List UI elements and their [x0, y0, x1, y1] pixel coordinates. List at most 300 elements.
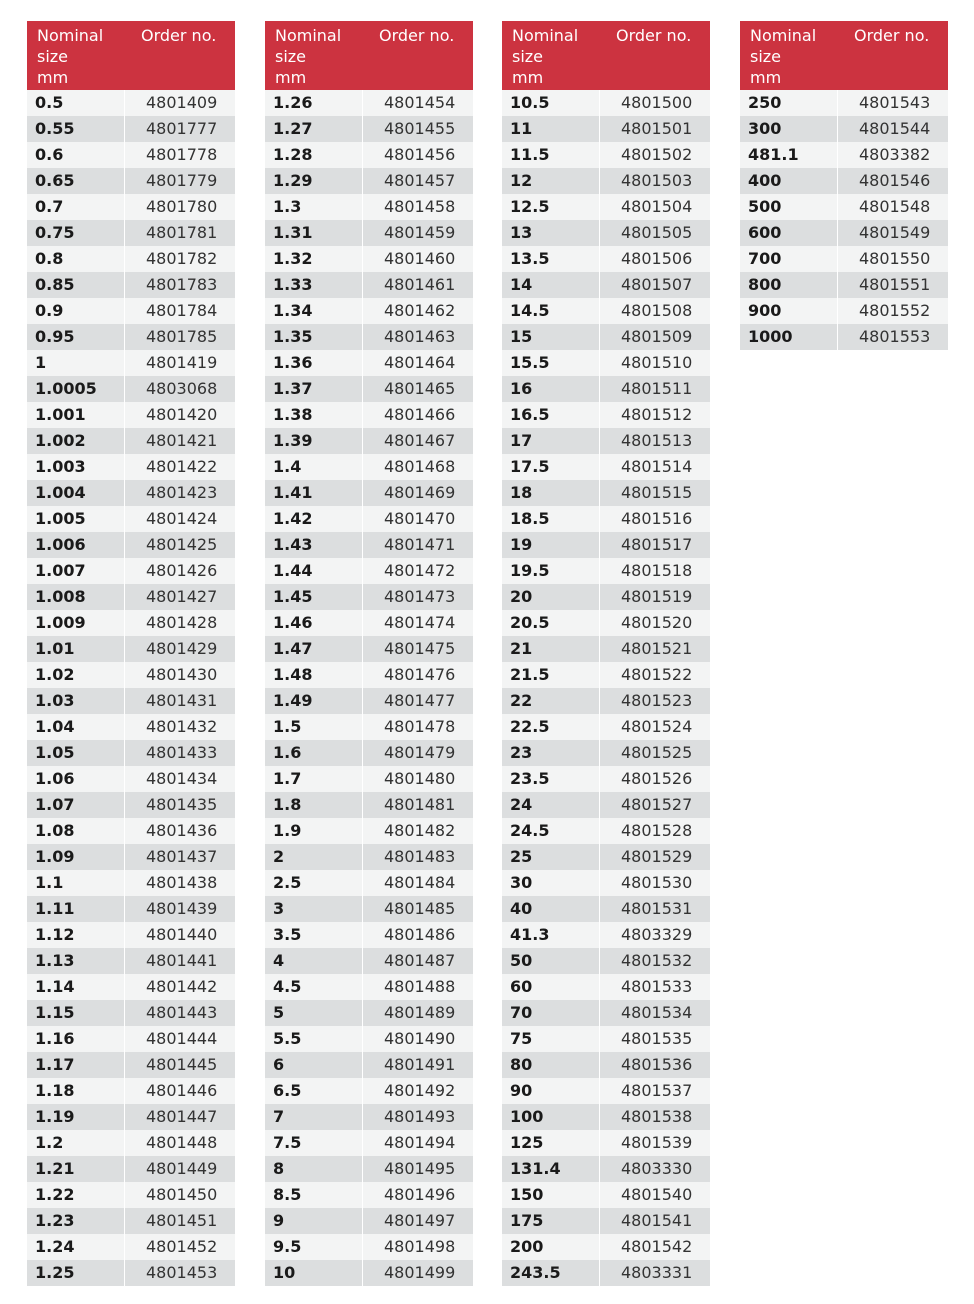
nominal-size-cell: 0.65	[27, 168, 125, 194]
table-row	[265, 142, 473, 168]
order-no-cell: 4801434	[146, 769, 218, 788]
nominal-size-cell: 700	[740, 246, 838, 272]
nominal-size-cell: 1.6	[265, 740, 363, 766]
order-no-cell: 4801482	[384, 821, 456, 840]
nominal-size-cell: 19.5	[502, 558, 600, 584]
nominal-size-cell: 13	[502, 220, 600, 246]
table-header	[502, 21, 710, 90]
nominal-size-cell: 1.31	[265, 220, 363, 246]
nominal-size-cell: 500	[740, 194, 838, 220]
order-no-cell: 4801528	[621, 821, 693, 840]
nominal-size-cell: 1.12	[27, 922, 125, 948]
order-no-cell: 4801447	[146, 1107, 218, 1126]
table-row	[27, 792, 235, 818]
order-no-cell: 4801428	[146, 613, 218, 632]
order-no-cell: 4801503	[621, 171, 693, 190]
nominal-size-cell: 1.001	[27, 402, 125, 428]
table-row	[502, 324, 710, 350]
nominal-size-cell: 1.005	[27, 506, 125, 532]
nominal-size-cell: 300	[740, 116, 838, 142]
table-row	[27, 116, 235, 142]
nominal-size-cell: 10.5	[502, 90, 600, 116]
nominal-size-cell: 0.85	[27, 272, 125, 298]
order-no-cell: 4801784	[146, 301, 218, 320]
table-row	[265, 194, 473, 220]
nominal-size-cell: 1.003	[27, 454, 125, 480]
table-row	[27, 90, 235, 116]
nominal-size-cell: 1.006	[27, 532, 125, 558]
order-no-cell: 4801782	[146, 249, 218, 268]
nominal-size-cell: 0.95	[27, 324, 125, 350]
table-row	[27, 922, 235, 948]
nominal-size-cell: 600	[740, 220, 838, 246]
table-row	[27, 480, 235, 506]
table-body	[502, 90, 710, 1286]
table-row	[27, 1130, 235, 1156]
order-no-cell: 4801441	[146, 951, 218, 970]
nominal-size-cell: 1.48	[265, 662, 363, 688]
table-row	[502, 350, 710, 376]
nominal-size-cell: 1.09	[27, 844, 125, 870]
order-no-cell: 4801457	[384, 171, 456, 190]
order-no-cell: 4801539	[621, 1133, 693, 1152]
nominal-size-cell: 25	[502, 844, 600, 870]
order-no-cell: 4801450	[146, 1185, 218, 1204]
table-row	[502, 220, 710, 246]
order-no-cell: 4801458	[384, 197, 456, 216]
table-row	[265, 402, 473, 428]
table-row	[265, 272, 473, 298]
nominal-size-cell: 20.5	[502, 610, 600, 636]
order-no-header: Order no.	[379, 26, 455, 45]
nominal-size-cell: 3	[265, 896, 363, 922]
nominal-size-cell: 1.47	[265, 636, 363, 662]
table-row	[27, 1208, 235, 1234]
order-no-cell: 4801446	[146, 1081, 218, 1100]
order-no-cell: 4801508	[621, 301, 693, 320]
order-no-cell: 4801481	[384, 795, 456, 814]
table-row	[502, 194, 710, 220]
table-row	[502, 298, 710, 324]
order-no-cell: 4801548	[859, 197, 931, 216]
table-row	[502, 402, 710, 428]
order-no-cell: 4801432	[146, 717, 218, 736]
table-row	[27, 558, 235, 584]
table-row	[27, 740, 235, 766]
order-no-cell: 4801485	[384, 899, 456, 918]
table-row	[740, 90, 948, 116]
nominal-size-cell: 1.5	[265, 714, 363, 740]
order-no-cell: 4801431	[146, 691, 218, 710]
table-row	[502, 584, 710, 610]
table-row	[265, 116, 473, 142]
table-row	[27, 818, 235, 844]
nominal-size-cell: 1.36	[265, 350, 363, 376]
order-no-cell: 4801436	[146, 821, 218, 840]
table-row	[502, 376, 710, 402]
nominal-size-cell: 1.41	[265, 480, 363, 506]
table-row	[502, 506, 710, 532]
nominal-size-cell: 22.5	[502, 714, 600, 740]
table-row	[502, 870, 710, 896]
table-row	[27, 584, 235, 610]
order-no-cell: 4801420	[146, 405, 218, 424]
order-no-cell: 4801550	[859, 249, 931, 268]
nominal-size-cell: 16.5	[502, 402, 600, 428]
order-no-cell: 4803331	[621, 1263, 693, 1282]
order-no-cell: 4801516	[621, 509, 693, 528]
table-row	[27, 1000, 235, 1026]
order-no-cell: 4801486	[384, 925, 456, 944]
nominal-size-cell: 243.5	[502, 1260, 600, 1286]
nominal-size-cell: 18	[502, 480, 600, 506]
nominal-size-cell: 17	[502, 428, 600, 454]
order-no-cell: 4801527	[621, 795, 693, 814]
nominal-size-cell: 100	[502, 1104, 600, 1130]
table-row	[502, 532, 710, 558]
order-no-header: Order no.	[854, 26, 930, 45]
table-row	[265, 870, 473, 896]
table-row	[265, 220, 473, 246]
nominal-size-cell: 1.16	[27, 1026, 125, 1052]
order-no-cell: 4801462	[384, 301, 456, 320]
nominal-size-cell: 1.26	[265, 90, 363, 116]
order-no-cell: 4801541	[621, 1211, 693, 1230]
table-row	[27, 532, 235, 558]
nominal-size-cell: 7.5	[265, 1130, 363, 1156]
order-no-cell: 4801429	[146, 639, 218, 658]
table-row	[502, 1234, 710, 1260]
order-no-cell: 4801494	[384, 1133, 456, 1152]
order-no-cell: 4801525	[621, 743, 693, 762]
nominal-size-cell: 1.22	[27, 1182, 125, 1208]
nominal-size-cell: 75	[502, 1026, 600, 1052]
table-row	[502, 1208, 710, 1234]
table-row	[265, 350, 473, 376]
order-no-cell: 4801470	[384, 509, 456, 528]
order-no-cell: 4801454	[384, 93, 456, 112]
table-row	[27, 324, 235, 350]
order-no-cell: 4801488	[384, 977, 456, 996]
nominal-size-cell: 1.008	[27, 584, 125, 610]
order-no-cell: 4801517	[621, 535, 693, 554]
table-row	[265, 90, 473, 116]
nominal-size-cell: 17.5	[502, 454, 600, 480]
table-row	[502, 116, 710, 142]
order-no-cell: 4801546	[859, 171, 931, 190]
order-no-cell: 4801509	[621, 327, 693, 346]
nominal-size-cell: 15	[502, 324, 600, 350]
order-no-cell: 4801472	[384, 561, 456, 580]
nominal-size-cell: 0.75	[27, 220, 125, 246]
table-row	[265, 662, 473, 688]
nominal-size-cell: 400	[740, 168, 838, 194]
nominal-size-cell: 1.06	[27, 766, 125, 792]
order-no-cell: 4801542	[621, 1237, 693, 1256]
order-no-cell: 4801475	[384, 639, 456, 658]
table-row	[27, 1078, 235, 1104]
table-row	[27, 402, 235, 428]
order-no-cell: 4801474	[384, 613, 456, 632]
order-no-cell: 4801421	[146, 431, 218, 450]
order-no-cell: 4801551	[859, 275, 931, 294]
nominal-size-header: Nominal size mm	[37, 26, 104, 87]
order-no-cell: 4801529	[621, 847, 693, 866]
table-row	[740, 324, 948, 350]
table-row	[265, 766, 473, 792]
order-no-cell: 4801536	[621, 1055, 693, 1074]
table-row	[27, 194, 235, 220]
nominal-size-cell: 1.002	[27, 428, 125, 454]
order-no-cell: 4801491	[384, 1055, 456, 1074]
nominal-size-cell: 1.24	[27, 1234, 125, 1260]
order-no-cell: 4801544	[859, 119, 931, 138]
table-row	[27, 220, 235, 246]
order-no-cell: 4801464	[384, 353, 456, 372]
table-row	[27, 870, 235, 896]
nominal-size-cell: 200	[502, 1234, 600, 1260]
table-row	[265, 324, 473, 350]
order-no-cell: 4801785	[146, 327, 218, 346]
nominal-size-cell: 1.28	[265, 142, 363, 168]
table-row	[27, 376, 235, 402]
table-row	[265, 558, 473, 584]
order-no-cell: 4801445	[146, 1055, 218, 1074]
table-row	[502, 610, 710, 636]
order-no-cell: 4801424	[146, 509, 218, 528]
table-row	[740, 194, 948, 220]
order-no-cell: 4801515	[621, 483, 693, 502]
order-no-cell: 4801518	[621, 561, 693, 580]
table-row	[502, 246, 710, 272]
nominal-size-cell: 1.39	[265, 428, 363, 454]
nominal-size-cell: 50	[502, 948, 600, 974]
order-no-cell: 4801501	[621, 119, 693, 138]
order-no-cell: 4801461	[384, 275, 456, 294]
order-no-cell: 4801781	[146, 223, 218, 242]
table-row	[265, 610, 473, 636]
order-table-4	[740, 21, 948, 350]
order-no-cell: 4803330	[621, 1159, 693, 1178]
table-row	[502, 948, 710, 974]
table-row	[502, 90, 710, 116]
order-no-cell: 4801543	[859, 93, 931, 112]
order-no-cell: 4801497	[384, 1211, 456, 1230]
nominal-size-cell: 3.5	[265, 922, 363, 948]
table-row	[27, 350, 235, 376]
nominal-size-cell: 12.5	[502, 194, 600, 220]
nominal-size-cell: 6	[265, 1052, 363, 1078]
order-no-cell: 4801537	[621, 1081, 693, 1100]
nominal-size-header: Nominal size mm	[750, 26, 817, 87]
nominal-size-cell: 1.45	[265, 584, 363, 610]
nominal-size-cell: 1.11	[27, 896, 125, 922]
order-no-cell: 4801520	[621, 613, 693, 632]
table-row	[502, 714, 710, 740]
order-no-cell: 4801526	[621, 769, 693, 788]
nominal-size-cell: 20	[502, 584, 600, 610]
nominal-size-cell: 1.3	[265, 194, 363, 220]
table-row	[265, 376, 473, 402]
nominal-size-cell: 14.5	[502, 298, 600, 324]
nominal-size-cell: 1.05	[27, 740, 125, 766]
table-row	[502, 974, 710, 1000]
table-row	[502, 636, 710, 662]
order-no-cell: 4801484	[384, 873, 456, 892]
order-no-cell: 4801504	[621, 197, 693, 216]
table-row	[502, 558, 710, 584]
order-no-cell: 4801479	[384, 743, 456, 762]
table-row	[265, 1208, 473, 1234]
nominal-size-cell: 250	[740, 90, 838, 116]
order-no-header: Order no.	[141, 26, 217, 45]
nominal-size-cell: 5.5	[265, 1026, 363, 1052]
table-row	[265, 974, 473, 1000]
table-row	[265, 246, 473, 272]
nominal-size-cell: 1.03	[27, 688, 125, 714]
order-no-cell: 4801467	[384, 431, 456, 450]
table-row	[502, 740, 710, 766]
table-row	[502, 896, 710, 922]
table-row	[265, 1026, 473, 1052]
nominal-size-cell: 1.17	[27, 1052, 125, 1078]
order-no-cell: 4803068	[146, 379, 218, 398]
nominal-size-cell: 22	[502, 688, 600, 714]
order-no-cell: 4801468	[384, 457, 456, 476]
nominal-size-cell: 41.3	[502, 922, 600, 948]
order-no-cell: 4801453	[146, 1263, 218, 1282]
order-no-cell: 4801444	[146, 1029, 218, 1048]
table-row	[265, 792, 473, 818]
table-row	[265, 896, 473, 922]
nominal-size-cell: 1.009	[27, 610, 125, 636]
nominal-size-cell: 150	[502, 1182, 600, 1208]
order-no-cell: 4801435	[146, 795, 218, 814]
table-row	[265, 636, 473, 662]
table-body	[740, 90, 948, 350]
nominal-size-cell: 175	[502, 1208, 600, 1234]
nominal-size-cell: 0.55	[27, 116, 125, 142]
table-header	[27, 21, 235, 90]
nominal-size-cell: 900	[740, 298, 838, 324]
nominal-size-cell: 23	[502, 740, 600, 766]
nominal-size-cell: 0.6	[27, 142, 125, 168]
order-no-cell: 4801519	[621, 587, 693, 606]
order-no-cell: 4801440	[146, 925, 218, 944]
nominal-size-cell: 1.42	[265, 506, 363, 532]
order-no-cell: 4801533	[621, 977, 693, 996]
table-row	[27, 610, 235, 636]
table-row	[27, 688, 235, 714]
nominal-size-cell: 1.7	[265, 766, 363, 792]
nominal-size-cell: 11.5	[502, 142, 600, 168]
nominal-size-cell: 23.5	[502, 766, 600, 792]
table-row	[740, 116, 948, 142]
nominal-size-cell: 1.33	[265, 272, 363, 298]
nominal-size-cell: 21	[502, 636, 600, 662]
table-row	[740, 246, 948, 272]
table-row	[27, 168, 235, 194]
table-header	[265, 21, 473, 90]
nominal-size-cell: 60	[502, 974, 600, 1000]
table-row	[265, 844, 473, 870]
nominal-size-cell: 1.01	[27, 636, 125, 662]
table-row	[502, 480, 710, 506]
table-body	[27, 90, 235, 1286]
table-row	[265, 1260, 473, 1286]
table-row	[740, 298, 948, 324]
nominal-size-cell: 18.5	[502, 506, 600, 532]
table-row	[502, 1182, 710, 1208]
table-row	[27, 714, 235, 740]
table-row	[27, 1156, 235, 1182]
order-no-cell: 4801524	[621, 717, 693, 736]
order-no-cell: 4801505	[621, 223, 693, 242]
table-row	[265, 584, 473, 610]
order-no-cell: 4801419	[146, 353, 218, 372]
order-no-cell: 4801512	[621, 405, 693, 424]
table-row	[265, 1104, 473, 1130]
order-no-cell: 4801443	[146, 1003, 218, 1022]
table-row	[265, 454, 473, 480]
nominal-size-cell: 2	[265, 844, 363, 870]
order-no-cell: 4801510	[621, 353, 693, 372]
nominal-size-cell: 1.25	[27, 1260, 125, 1286]
order-no-cell: 4801463	[384, 327, 456, 346]
nominal-size-cell: 1.007	[27, 558, 125, 584]
nominal-size-header: Nominal size mm	[275, 26, 342, 87]
order-no-cell: 4801506	[621, 249, 693, 268]
order-no-cell: 4801513	[621, 431, 693, 450]
order-no-cell: 4801483	[384, 847, 456, 866]
nominal-size-cell: 1.37	[265, 376, 363, 402]
order-no-cell: 4801540	[621, 1185, 693, 1204]
order-table-1	[27, 21, 235, 1286]
order-no-cell: 4801549	[859, 223, 931, 242]
order-no-cell: 4801409	[146, 93, 218, 112]
table-row	[265, 168, 473, 194]
order-no-cell: 4801514	[621, 457, 693, 476]
table-row	[502, 428, 710, 454]
table-row	[502, 792, 710, 818]
order-no-cell: 4801476	[384, 665, 456, 684]
order-no-cell: 4801489	[384, 1003, 456, 1022]
nominal-size-cell: 1.04	[27, 714, 125, 740]
table-row	[27, 948, 235, 974]
table-row	[502, 922, 710, 948]
table-row	[502, 454, 710, 480]
order-no-cell: 4801426	[146, 561, 218, 580]
table-row	[265, 688, 473, 714]
table-row	[265, 922, 473, 948]
table-row	[265, 1234, 473, 1260]
table-row	[265, 1000, 473, 1026]
table-row	[265, 740, 473, 766]
table-row	[265, 532, 473, 558]
table-row	[502, 1052, 710, 1078]
table-row	[502, 142, 710, 168]
table-row	[27, 272, 235, 298]
nominal-size-cell: 16	[502, 376, 600, 402]
order-no-cell: 4801522	[621, 665, 693, 684]
order-no-cell: 4801778	[146, 145, 218, 164]
table-row	[27, 428, 235, 454]
order-no-cell: 4801532	[621, 951, 693, 970]
table-row	[265, 714, 473, 740]
table-row	[265, 1156, 473, 1182]
nominal-size-cell: 8.5	[265, 1182, 363, 1208]
order-no-cell: 4801500	[621, 93, 693, 112]
